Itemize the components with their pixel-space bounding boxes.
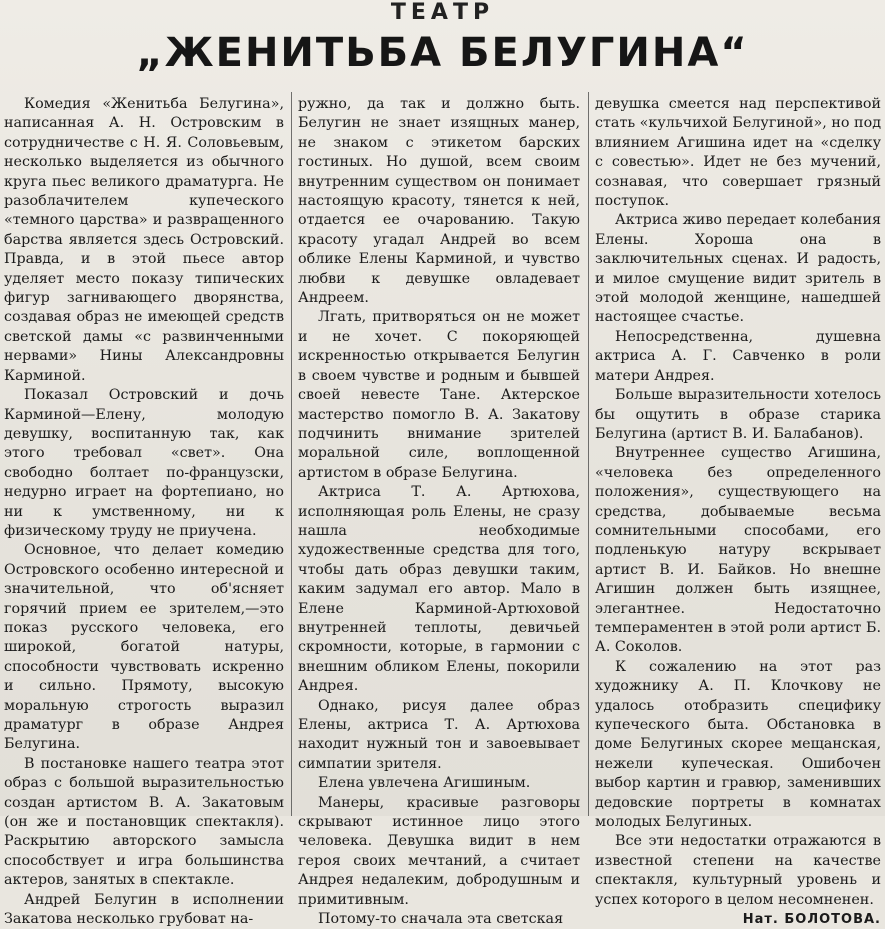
paragraph: Актриса живо передает колебания Елены. Хороша она в заключительных сценах. И радость, и милое смущение видит зритель в этой молодой женщине, нашедшей настоящее счастье.: [595, 212, 881, 326]
paragraph: Елена увлечена Агишиным.: [318, 775, 531, 792]
column-divider: [588, 92, 589, 816]
paragraph: Все эти недостатки отражаются в известной степени на качестве спектакля, культурный уровень и успех которого в целом несомненен.: [595, 833, 881, 908]
author-signature: Нат. БОЛОТОВА.: [742, 912, 881, 928]
article-column-2: [298, 95, 580, 928]
paragraph: Непосредственна, душевна актриса А. Г. Савченко в роли матери Андрея.: [595, 328, 881, 384]
section-label: ТЕАТР: [390, 0, 495, 25]
paragraph: Комедия «Женитьба Белугина», написанная А. Н. Островским в сотрудничестве с Н. Я. Соловьевым, несколько выделяется из обычного круга пьес великого драматурга. Не разоблачителем купеческого «темного царства» и развращенного барства является здесь Островский. Правда, и в этой пьесе автор уделяет место показу типических фигур загнивающего дворянства, создавая образ не имеющей средств светской дамы «с развинченными нервами» Нины Александровны Карминой.: [4, 96, 284, 384]
paragraph: Манеры, красивые разговоры скрывают истинное лицо этого человека. Девушка видит в нем героя своих мечтаний, а считает Андрея недалеким, добродушным и примитивным.: [298, 794, 580, 908]
paragraph: К сожалению на этот раз художнику А. П. Клочкову не удалось отобразить специфику купеческого быта. Обстановка в доме Белугиных скорее мещанская, нежели купеческая. Ошибочен выбор картин и гравюр, заменивших дедовские портреты в комнатах молодых Белугиных.: [595, 658, 881, 831]
paragraph: девушка смеется над перспективой стать «кульчихой Белугиной», но под влиянием Агишина идет на «сделку с совестью». Идет не без мучений, сознавая, что совершает грязный поступок.: [595, 96, 881, 210]
paragraph: Внутреннее существо Агишина, «человека без определенного положения», существующего на средства, добываемые весьма сомнительными способами, его подленькую натуру вскрывает артист В. И. Байков. Но внешне Агишин должен быть изящнее, элегантнее. Недостаточно темпераментен в этой роли артист Б. А. Соколов.: [595, 445, 881, 656]
paragraph: ружно, да так и должно быть. Белугин не знает изящных манер, не знаком с этикетом барских гостиных. Но душой, всем своим внутренним существом он понимает настоящую красоту, тянется к ней, отдается ее очарованию. Такую красоту угадал Андрей во всем облике Елены Карминой, и чувство любви к девушке овладевает Андреем.: [298, 96, 580, 307]
column-divider: [291, 92, 292, 816]
paragraph: В постановке нашего театра этот образ с большой выразительностью создан артистом В. А. Закатовым (он же и постановщик спектакля). Раскрытию авторского замысла способствует и игра большинства актеров, занятых в спектакле.: [4, 755, 284, 889]
paragraph: Актриса Т. А. Артюхова, исполняющая роль Елены, не сразу нашла необходимые художественные средства для того, чтобы дать образ девушки таким, каким задумал его автор. Мало в Елене Карминой-Артюховой внутренней теплоты, девичьей скромности, которые, в гармонии с внешним обликом Елены, покорили Андрея.: [298, 484, 580, 695]
paragraph: Показал Островский и дочь Карминой—Елену, молодую девушку, воспитанную так, как этого требовал «свет». Она свободно болтает по-французски, недурно играет на фортепиано, но ни к умственному, ни к физическому труду не приучена.: [4, 387, 284, 539]
article-title: „ЖЕНИТЬБА БЕЛУГИНА“: [136, 30, 749, 76]
paragraph: Основное, что делает комедию Островского особенно интересной и значительной, что об'ясняет горячий прием ее зрителем,—это показ русского человека, его широкой, богатой натуры, способности чувствовать искренно и сильно. Прямоту, высокую моральную строгость выразил драматург в образе Андрея Белугина.: [4, 542, 284, 753]
article-column-3: [595, 95, 881, 928]
paragraph: Лгать, притворяться он не может и не хочет. С покоряющей искренностью открывается Белугин в своем чувстве и родным и бывшей своей невесте Тане. Актерское мастерство помогло В. А. Закатову подчинить внимание зрителей моральной силе, воплощенной артистом в образе Белугина.: [298, 309, 580, 481]
paragraph: Потому-то сначала эта светская: [318, 911, 564, 928]
paragraph: Андрей Белугин в исполнении Закатова несколько грубоват на-: [4, 891, 284, 928]
article-column-1: [4, 95, 284, 928]
paragraph: Больше выразительности хотелось бы ощутить в образе старика Белугина (артист В. И. Балабанов).: [595, 387, 881, 442]
paragraph: Однако, рисуя далее образ Елены, актриса Т. А. Артюхова находит нужный тон и завоевывает симпатии зрителя.: [298, 697, 580, 772]
